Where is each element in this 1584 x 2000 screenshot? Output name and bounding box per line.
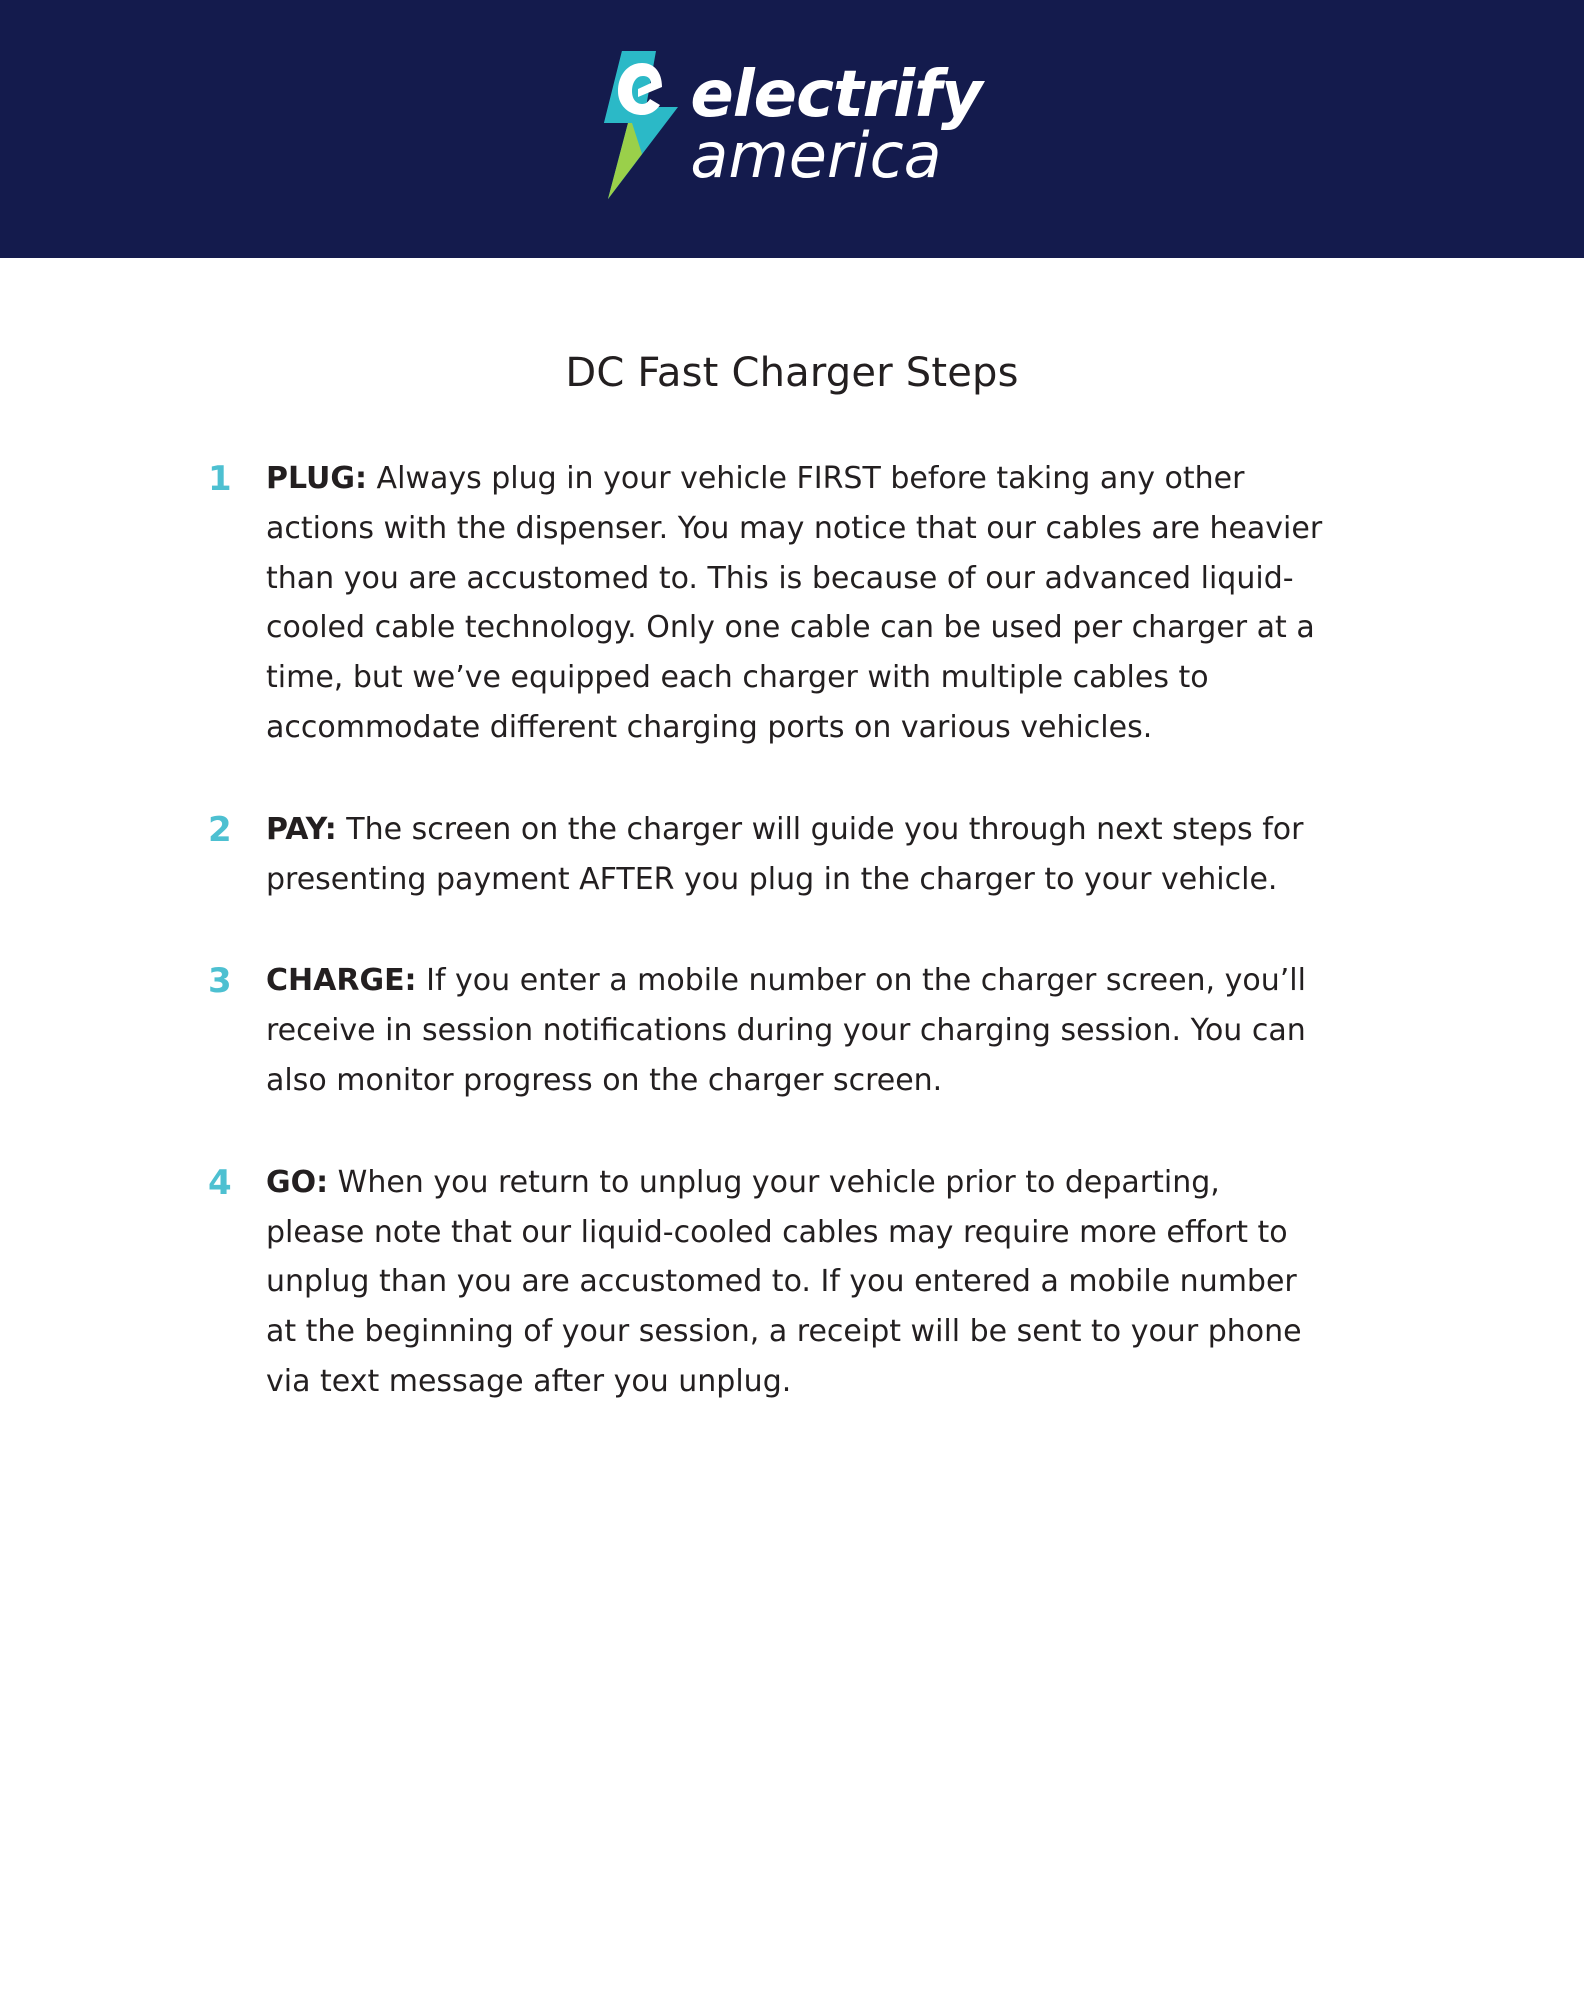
bolt-logo-icon (602, 49, 680, 201)
document-content (0, 350, 1584, 1407)
step-label: CHARGE: (266, 963, 417, 999)
step-label: PAY: (266, 811, 337, 847)
step-body (266, 1158, 1326, 1407)
step-number: 3 (208, 961, 232, 1002)
step-body (266, 805, 1326, 905)
step-text: The screen on the charger will guide you through next steps for presenting payment AFTER you plug in the charger to your vehicle. (266, 811, 1304, 897)
step-body (266, 956, 1326, 1105)
step-number: 2 (208, 809, 232, 850)
logo-word-america: america (690, 118, 942, 192)
list-item (208, 956, 1434, 1105)
list-item (208, 805, 1434, 905)
step-number: 4 (208, 1162, 232, 1203)
step-number: 1 (208, 459, 232, 499)
steps-list (208, 454, 1434, 1407)
list-item (208, 1158, 1434, 1407)
page-title: DC Fast Charger Steps (565, 350, 1019, 396)
step-text: When you return to unplug your vehicle prior to departing, please note that our liquid-cooled cables may require more effort to unplug than you are accustomed to. If you entered a mobile number at the beginning of your session, a receipt will be sent to your phone via text message after you unplug. (266, 1164, 1302, 1399)
logo-wordmark (690, 57, 982, 192)
logo-word-electrify: electrify (690, 57, 982, 132)
brand-header (0, 0, 1584, 258)
step-label: PLUG: (266, 461, 368, 496)
list-item (208, 454, 1434, 753)
step-text: If you enter a mobile number on the charger screen, you’ll receive in session notifications during your charging session. You can also monitor progress on the charger screen. (266, 963, 1306, 1098)
step-body (266, 454, 1326, 753)
electrify-america-logo (602, 49, 981, 201)
step-label: GO: (266, 1164, 329, 1200)
step-text: Always plug in your vehicle FIRST before taking any other actions with the dispenser. You may notice that our cables are heavier than you are accustomed to. This is because of our advanced liquid-cooled cable technology. Only one cable can be used per charger at a time, but we’ve equipped each charger with multiple cables to accommodate different charging ports on various vehicles. (266, 461, 1323, 745)
